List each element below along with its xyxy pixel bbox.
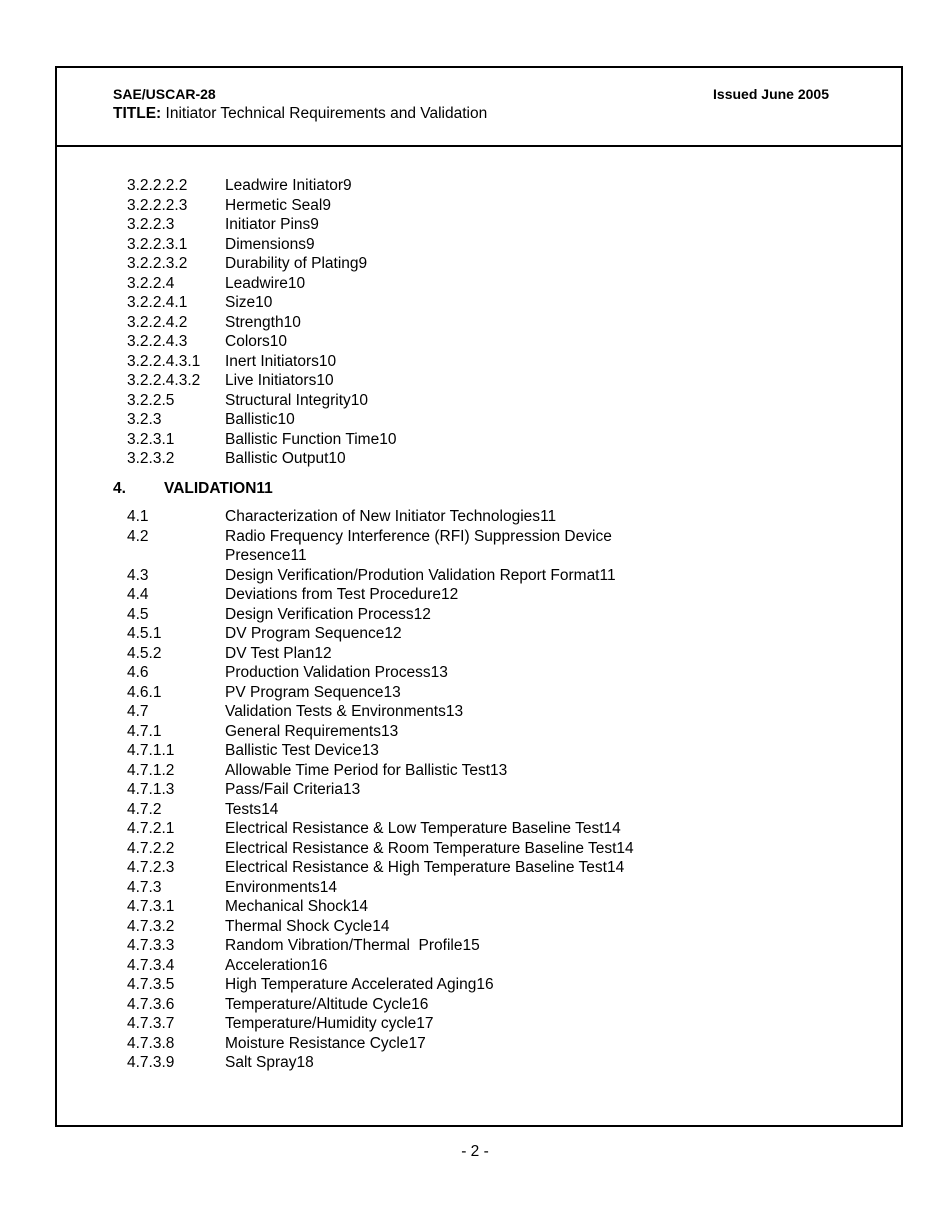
toc-number: 4.7.2.3: [127, 859, 175, 876]
toc-title: General Requirements: [225, 722, 381, 740]
toc-page: 10: [318, 352, 337, 370]
toc-title: Moisture Resistance Cycle: [225, 1034, 409, 1052]
toc-number: 4.5.1: [127, 625, 162, 642]
toc-number: 3.2.2.5: [127, 391, 175, 409]
toc-page: 11: [256, 480, 273, 497]
toc-page: 10: [328, 450, 346, 467]
toc-title: Salt Spray: [225, 1054, 297, 1071]
toc-page: 13: [490, 761, 508, 779]
toc-title: Mechanical Shock: [225, 898, 351, 915]
toc-title: Ballistic Function Time: [225, 430, 380, 448]
toc-title: Inert Initiators: [225, 352, 319, 370]
toc-title: Temperature/Humidity cycle: [225, 1015, 417, 1032]
toc-page: 16: [476, 976, 494, 993]
toc-number: 3.2.2.4.3: [127, 333, 188, 350]
toc-title: Leadwire Initiator: [225, 177, 344, 194]
title-text: Initiator Technical Requirements and Validation: [165, 105, 488, 122]
toc-number: 3.2.2.4.2: [127, 313, 188, 331]
toc-page: 9: [305, 235, 315, 253]
toc-page: 15: [462, 937, 480, 954]
toc-page: 10: [379, 430, 397, 448]
toc-title: Electrical Resistance & Low Temperature Baseline Test: [225, 820, 604, 837]
toc-title: Strength: [225, 313, 284, 331]
toc-number: 4.5: [127, 605, 149, 623]
toc-page: 12: [314, 644, 332, 662]
toc-page: 17: [408, 1034, 426, 1052]
toc-page: 16: [310, 956, 328, 974]
toc-title: Live Initiators: [225, 372, 317, 389]
toc-page: 14: [606, 859, 625, 876]
toc-page: 13: [343, 781, 361, 798]
toc-title: Leadwire: [225, 274, 288, 292]
toc-number: 4.7.3.4: [127, 956, 175, 974]
toc-title: Characterization of New Initiator Technologies: [225, 508, 541, 525]
toc-page: 10: [316, 372, 334, 389]
toc-title: Presence: [225, 547, 291, 564]
toc-title: Electrical Resistance & Room Temperature Baseline Test: [225, 839, 617, 857]
page-number: - 2 -: [461, 1143, 489, 1160]
toc-number: 4.7.3.8: [127, 1034, 175, 1052]
toc-title: Initiator Pins: [225, 216, 311, 233]
toc-title: Pass/Fail Criteria: [225, 781, 343, 798]
toc-page: 10: [255, 294, 273, 311]
toc-title: DV Program Sequence: [225, 625, 385, 642]
toc-number: 4.7.1.2: [127, 761, 175, 779]
toc-number: 4.7.3.6: [127, 995, 175, 1013]
toc-title: Ballistic: [225, 411, 278, 428]
title-label: TITLE:: [113, 105, 162, 122]
toc-number: 3.2.2.4.3.2: [127, 372, 201, 389]
toc-number: 4.7.3: [127, 878, 162, 896]
toc-number: 4.7: [127, 703, 149, 720]
toc-number: 3.2.3.2: [127, 450, 175, 467]
toc-number: 4.7.3.7: [127, 1015, 175, 1032]
toc-number: 3.2.2.3.2: [127, 255, 188, 272]
toc-title: Random Vibration/Thermal Profile: [225, 937, 463, 954]
toc-page: 9: [343, 177, 352, 194]
toc-title: Hermetic Seal: [225, 196, 323, 214]
toc-page: 14: [319, 878, 338, 896]
toc-title: Dimensions: [225, 235, 306, 253]
toc-number: 4.: [113, 480, 126, 497]
toc-page: 13: [383, 683, 401, 701]
toc-number: 4.7.2.1: [127, 820, 175, 837]
toc-page: 14: [616, 839, 634, 857]
toc-title: Size: [225, 294, 256, 311]
document-title: [113, 105, 487, 123]
toc-title: Ballistic Test Device: [225, 742, 362, 759]
toc-page: 18: [296, 1054, 314, 1071]
toc-page: 13: [445, 703, 464, 720]
toc-page: 10: [277, 411, 295, 428]
toc-page: 10: [287, 274, 306, 292]
toc-title: Deviations from Test Procedure: [225, 586, 441, 603]
toc-title: Electrical Resistance & High Temperature Baseline Test: [225, 859, 607, 876]
toc-title: Ballistic Output: [225, 450, 329, 467]
toc-number: 3.2.2.4.3.1: [127, 352, 201, 370]
toc-title: High Temperature Accelerated Aging: [225, 976, 477, 993]
document-id: SAE/USCAR-28: [113, 86, 216, 102]
toc-title: Structural Integrity: [225, 391, 351, 409]
toc-page: 13: [380, 722, 399, 740]
toc-number: 4.4: [127, 586, 149, 603]
toc-page: 12: [440, 586, 459, 603]
toc-number: 3.2.2.3: [127, 216, 175, 233]
toc-page: 17: [416, 1015, 434, 1032]
toc-number: 3.2.3: [127, 411, 162, 428]
toc-number: 4.6: [127, 664, 149, 681]
toc-page: 10: [350, 391, 369, 409]
toc-page: 14: [350, 898, 369, 915]
toc-number: 3.2.2.4.1: [127, 294, 188, 311]
toc-page: 13: [430, 664, 448, 681]
toc-page: 14: [372, 917, 390, 935]
toc-number: 4.7.2: [127, 800, 162, 818]
toc-page: 13: [361, 742, 379, 759]
toc-title: Production Validation Process: [225, 664, 431, 681]
toc-page: 10: [283, 313, 301, 331]
toc-number: 4.7.3.2: [127, 917, 175, 935]
toc-number: 4.2: [127, 527, 149, 545]
toc-page: 16: [411, 995, 429, 1013]
toc-title: Tests: [225, 800, 262, 818]
toc-number: 3.2.3.1: [127, 430, 175, 448]
toc-number: 3.2.2.2.2: [127, 177, 188, 194]
toc-page: 12: [413, 605, 431, 623]
toc-number: 3.2.2.3.1: [127, 235, 188, 253]
toc-title: Environments: [225, 878, 320, 896]
toc-number: 4.1: [127, 508, 149, 525]
toc-number: 4.6.1: [127, 683, 162, 701]
toc-page: 11: [540, 508, 557, 525]
toc-number: 3.2.2.4: [127, 274, 175, 292]
toc-number: 4.5.2: [127, 644, 162, 662]
toc-title: Colors: [225, 333, 270, 350]
toc-number: 3.2.2.2.3: [127, 196, 188, 214]
toc-number: 4.7.3.5: [127, 976, 175, 993]
toc-title-line1: Radio Frequency Interference (RFI) Suppression Device: [225, 527, 612, 545]
issue-date: Issued June 2005: [713, 86, 829, 102]
toc-page: 9: [358, 255, 368, 272]
toc-title: Durability of Plating: [225, 255, 359, 272]
toc-number: 4.3: [127, 566, 149, 584]
toc-title: Design Verification Process: [225, 605, 414, 623]
toc-page: 9: [322, 196, 331, 214]
toc-title: Acceleration: [225, 956, 311, 974]
toc-page: 12: [384, 625, 402, 642]
toc-title: VALIDATION: [164, 480, 257, 497]
toc-number: 4.7.3.3: [127, 937, 175, 954]
toc-title: Temperature/Altitude Cycle: [225, 995, 412, 1013]
toc-number: 4.7.2.2: [127, 839, 175, 857]
toc-number: 4.7.1: [127, 722, 162, 740]
toc-page: 9: [310, 216, 319, 233]
page-frame: [55, 66, 903, 1127]
toc-page: 11: [599, 566, 616, 584]
toc-page: 10: [269, 333, 288, 350]
toc-title: Validation Tests & Environments: [225, 703, 446, 720]
toc-title: PV Program Sequence: [225, 683, 384, 701]
toc-title: Thermal Shock Cycle: [225, 917, 373, 935]
toc-number: 4.7.3.1: [127, 898, 175, 915]
toc-page: 11: [290, 547, 307, 564]
toc-title: Design Verification/Prodution Validation Report Format: [225, 566, 600, 584]
toc-number: 4.7.1.3: [127, 781, 175, 798]
document-header: [57, 68, 901, 147]
toc-page: 14: [261, 800, 279, 818]
toc-title: Allowable Time Period for Ballistic Test: [225, 761, 491, 779]
toc-page: 14: [603, 820, 621, 837]
toc-number: 4.7.1.1: [127, 742, 175, 759]
toc-number: 4.7.3.9: [127, 1054, 175, 1071]
toc-title: DV Test Plan: [225, 644, 315, 662]
